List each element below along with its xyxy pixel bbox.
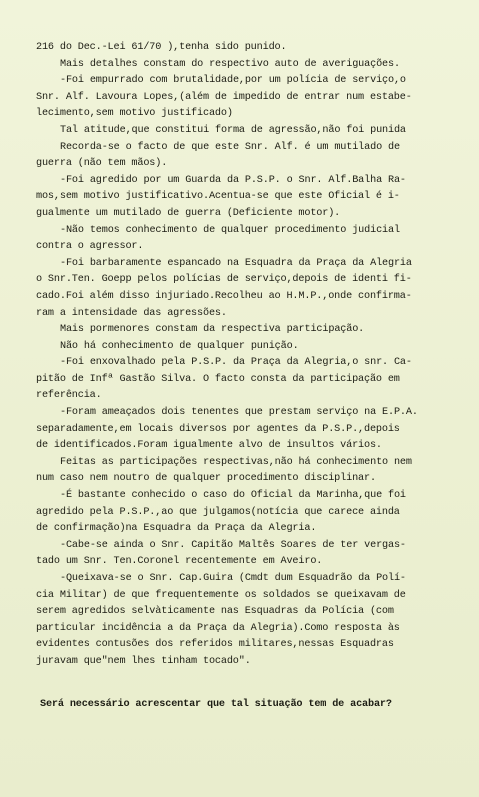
text-line: o Snr.Ten. Goepp pelos polícias de serviço,depois de identi fi- [36,274,412,286]
text-line: evidentes contusões dos referidos militares,nessas Esquadras [36,639,394,651]
text-line: -Foi barbaramente espancado na Esquadra da Praça da Alegria [60,257,412,269]
text-line: -Foi enxovalhado pela P.S.P. da Praça da Alegria,o snr. Ca- [60,357,412,369]
text-line: -Queixava-se o Snr. Cap.Guira (Cmdt dum Esquadrão da Polí- [60,573,406,584]
text-line: Mais pormenores constam da respectiva participação. [60,324,365,336]
closing-question: Será necessário acrescentar que tal situação tem de acabar? [40,698,392,710]
text-line: gualmente um mutilado de guerra (Deficiente motor). [36,207,341,219]
text-line: 216 do Dec.-Lei 61/70 ),tenha sido punido. [36,42,287,53]
text-line: pitão de Infª Gastão Silva. O facto consta da participação em [36,373,400,385]
text-line: contra o agressor. [36,241,144,253]
text-line: num caso nem noutro de qualquer procedimento disciplinar. [36,473,376,485]
text-line: Não há conhecimento de qualquer punição. [60,340,299,352]
text-line: Snr. Alf. Lavoura Lopes,(além de impedido de entrar num estabe- [36,91,412,103]
text-line: Recorda-se o facto de que este Snr. Alf. é um mutilado de [60,141,400,153]
text-line: separadamente,em locais diversos por agentes da P.S.P.,depois [36,423,400,435]
text-line: -Não temos conhecimento de qualquer procedimento judicial [60,224,400,236]
text-line: particular incidência a da Praça da Alegria).Como resposta às [36,622,400,634]
text-line: -Cabe-se ainda o Snr. Capitão Maltês Soares de ter vergas- [60,539,406,551]
text-line: serem agredidos selvàticamente nas Esquadras da Polícia (com [36,606,394,618]
text-line: de confirmação)na Esquadra da Praça da Alegria. [36,523,317,535]
text-line: guerra (não tem mãos). [36,158,168,170]
text-line: juravam que"nem lhes tinham tocado". [36,655,251,667]
text-line: lecimento,sem motivo justificado) [36,108,233,120]
text-line: Feitas as participações respectivas,não há conhecimento nem [60,456,412,468]
document-body [0,40,479,713]
text-line: referência. [36,390,102,402]
text-line: agredido pela P.S.P.,ao que julgamos(notícia que carece ainda [36,506,400,518]
text-line: Tal atitude,que constitui forma de agressão,não foi punida [60,124,406,136]
text-line: cado.Foi além disso injuriado.Recolheu ao H.M.P.,onde confirma- [36,290,412,302]
text-line: ram a intensidade das agressões. [36,307,227,319]
text-line: de identificados.Foram igualmente alvo de insultos vários. [36,440,382,452]
text-line: Mais detalhes constam do respectivo auto de averiguações. [60,58,400,70]
text-line: -Foi empurrado com brutalidade,por um polícia de serviço,o [60,75,406,87]
text-line: -É bastante conhecido o caso do Oficial da Marinha,que foi [60,490,406,502]
text-line: tado um Snr. Ten.Coronel recentemente em Aveiro. [36,556,323,568]
text-line: cia Militar) de que frequentemente os soldados se queixavam de [36,589,406,601]
text-line: -Foi agredido por um Guarda da P.S.P. o Snr. Alf.Balha Ra- [60,174,406,186]
text-line: -Foram ameaçados dois tenentes que prestam serviço na E.P.A. [60,407,418,419]
text-line: mos,sem motivo justificativo.Acentua-se que este Oficial é i- [36,191,400,203]
